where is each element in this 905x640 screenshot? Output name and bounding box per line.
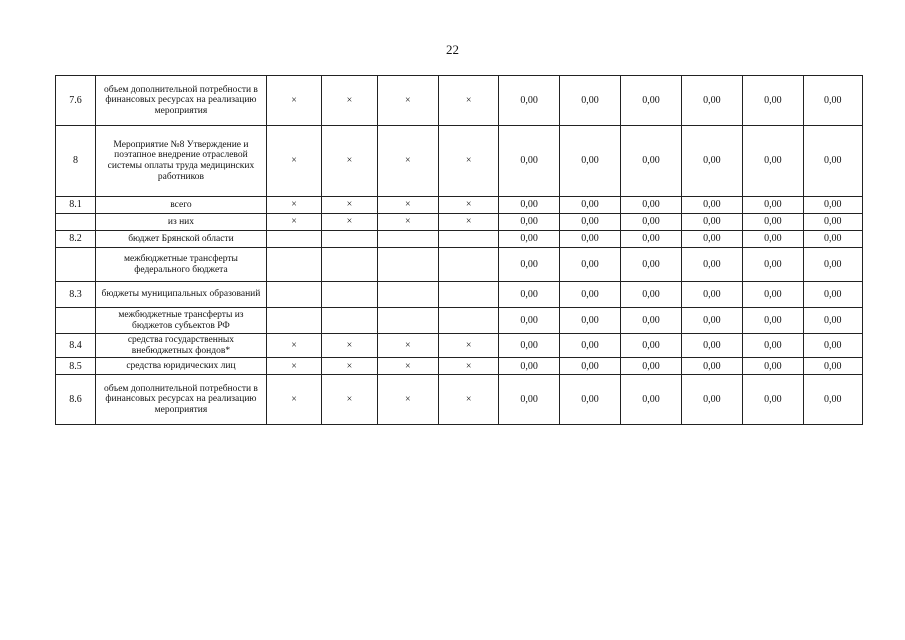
value-cell: 0,00 bbox=[621, 197, 681, 214]
value-cell: 0,00 bbox=[559, 231, 620, 248]
value-cell: 0,00 bbox=[743, 375, 803, 425]
value-cell: 0,00 bbox=[743, 197, 803, 214]
marker-cell: × bbox=[266, 214, 321, 231]
row-number: 8.1 bbox=[56, 197, 96, 214]
value-cell: 0,00 bbox=[559, 197, 620, 214]
table-row bbox=[56, 76, 863, 126]
marker-cell: × bbox=[266, 358, 321, 375]
budget-table bbox=[55, 75, 863, 425]
value-cell: 0,00 bbox=[499, 248, 559, 282]
value-cell: 0,00 bbox=[803, 197, 862, 214]
row-number: 7.6 bbox=[56, 76, 96, 126]
marker-cell bbox=[377, 282, 438, 308]
value-cell: 0,00 bbox=[559, 76, 620, 126]
row-description: средства юридических лиц bbox=[95, 358, 266, 375]
marker-cell: × bbox=[377, 214, 438, 231]
table-row bbox=[56, 197, 863, 214]
marker-cell: × bbox=[377, 358, 438, 375]
marker-cell: × bbox=[438, 197, 498, 214]
marker-cell: × bbox=[322, 76, 377, 126]
value-cell: 0,00 bbox=[621, 76, 681, 126]
value-cell: 0,00 bbox=[681, 214, 742, 231]
marker-cell bbox=[438, 248, 498, 282]
value-cell: 0,00 bbox=[499, 282, 559, 308]
value-cell: 0,00 bbox=[499, 358, 559, 375]
value-cell: 0,00 bbox=[803, 375, 862, 425]
value-cell: 0,00 bbox=[621, 282, 681, 308]
row-number: 8.4 bbox=[56, 334, 96, 358]
value-cell: 0,00 bbox=[621, 358, 681, 375]
table-row bbox=[56, 282, 863, 308]
marker-cell bbox=[266, 231, 321, 248]
value-cell: 0,00 bbox=[803, 308, 862, 334]
marker-cell bbox=[266, 248, 321, 282]
table-row bbox=[56, 358, 863, 375]
value-cell: 0,00 bbox=[621, 334, 681, 358]
marker-cell: × bbox=[322, 126, 377, 197]
page-number: 22 bbox=[446, 42, 459, 57]
marker-cell bbox=[377, 231, 438, 248]
row-description: объем дополнительной потребности в финансовых ресурсах на реализацию мероприятия bbox=[95, 76, 266, 126]
value-cell: 0,00 bbox=[681, 358, 742, 375]
table-row bbox=[56, 308, 863, 334]
row-number: 8.6 bbox=[56, 375, 96, 425]
value-cell: 0,00 bbox=[559, 334, 620, 358]
value-cell: 0,00 bbox=[743, 214, 803, 231]
marker-cell: × bbox=[377, 76, 438, 126]
value-cell: 0,00 bbox=[681, 248, 742, 282]
value-cell: 0,00 bbox=[743, 334, 803, 358]
marker-cell: × bbox=[438, 76, 498, 126]
value-cell: 0,00 bbox=[681, 282, 742, 308]
value-cell: 0,00 bbox=[499, 308, 559, 334]
value-cell: 0,00 bbox=[681, 308, 742, 334]
table-row bbox=[56, 231, 863, 248]
marker-cell: × bbox=[266, 334, 321, 358]
value-cell: 0,00 bbox=[499, 231, 559, 248]
marker-cell bbox=[438, 282, 498, 308]
row-description: межбюджетные трансферты федерального бюджета bbox=[95, 248, 266, 282]
row-number bbox=[56, 308, 96, 334]
value-cell: 0,00 bbox=[743, 76, 803, 126]
value-cell: 0,00 bbox=[681, 126, 742, 197]
marker-cell bbox=[266, 282, 321, 308]
value-cell: 0,00 bbox=[499, 375, 559, 425]
marker-cell: × bbox=[438, 126, 498, 197]
row-description: из них bbox=[95, 214, 266, 231]
table-row bbox=[56, 375, 863, 425]
row-number bbox=[56, 214, 96, 231]
marker-cell bbox=[322, 231, 377, 248]
row-number: 8.3 bbox=[56, 282, 96, 308]
marker-cell bbox=[322, 282, 377, 308]
marker-cell: × bbox=[377, 126, 438, 197]
marker-cell: × bbox=[266, 375, 321, 425]
value-cell: 0,00 bbox=[803, 358, 862, 375]
value-cell: 0,00 bbox=[681, 231, 742, 248]
row-description: всего bbox=[95, 197, 266, 214]
marker-cell: × bbox=[322, 334, 377, 358]
value-cell: 0,00 bbox=[803, 334, 862, 358]
marker-cell: × bbox=[438, 375, 498, 425]
marker-cell bbox=[438, 308, 498, 334]
value-cell: 0,00 bbox=[681, 76, 742, 126]
value-cell: 0,00 bbox=[559, 282, 620, 308]
value-cell: 0,00 bbox=[499, 214, 559, 231]
value-cell: 0,00 bbox=[681, 375, 742, 425]
value-cell: 0,00 bbox=[803, 282, 862, 308]
value-cell: 0,00 bbox=[743, 282, 803, 308]
marker-cell: × bbox=[438, 334, 498, 358]
marker-cell bbox=[322, 308, 377, 334]
row-description: бюджет Брянской области bbox=[95, 231, 266, 248]
marker-cell: × bbox=[377, 197, 438, 214]
value-cell: 0,00 bbox=[621, 214, 681, 231]
value-cell: 0,00 bbox=[559, 214, 620, 231]
marker-cell: × bbox=[377, 334, 438, 358]
marker-cell: × bbox=[322, 197, 377, 214]
table-row bbox=[56, 214, 863, 231]
value-cell: 0,00 bbox=[559, 358, 620, 375]
row-number: 8.5 bbox=[56, 358, 96, 375]
value-cell: 0,00 bbox=[499, 334, 559, 358]
marker-cell bbox=[266, 308, 321, 334]
value-cell: 0,00 bbox=[743, 358, 803, 375]
row-description: средства государственных внебюджетных фондов* bbox=[95, 334, 266, 358]
marker-cell: × bbox=[322, 358, 377, 375]
marker-cell: × bbox=[438, 214, 498, 231]
table-row bbox=[56, 248, 863, 282]
marker-cell: × bbox=[322, 375, 377, 425]
value-cell: 0,00 bbox=[803, 76, 862, 126]
value-cell: 0,00 bbox=[681, 334, 742, 358]
value-cell: 0,00 bbox=[803, 248, 862, 282]
marker-cell: × bbox=[266, 197, 321, 214]
row-number bbox=[56, 248, 96, 282]
value-cell: 0,00 bbox=[499, 126, 559, 197]
value-cell: 0,00 bbox=[559, 248, 620, 282]
marker-cell: × bbox=[266, 76, 321, 126]
value-cell: 0,00 bbox=[621, 248, 681, 282]
value-cell: 0,00 bbox=[621, 308, 681, 334]
value-cell: 0,00 bbox=[621, 126, 681, 197]
row-number: 8 bbox=[56, 126, 96, 197]
value-cell: 0,00 bbox=[743, 231, 803, 248]
value-cell: 0,00 bbox=[499, 76, 559, 126]
value-cell: 0,00 bbox=[681, 197, 742, 214]
value-cell: 0,00 bbox=[803, 126, 862, 197]
marker-cell bbox=[377, 248, 438, 282]
marker-cell: × bbox=[438, 358, 498, 375]
row-description: бюджеты муниципальных образований bbox=[95, 282, 266, 308]
row-number: 8.2 bbox=[56, 231, 96, 248]
row-description: объем дополнительной потребности в финансовых ресурсах на реализацию мероприятия bbox=[95, 375, 266, 425]
row-description: Мероприятие №8 Утверждение и поэтапное внедрение отраслевой системы оплаты труда медицинских работников bbox=[95, 126, 266, 197]
marker-cell: × bbox=[322, 214, 377, 231]
value-cell: 0,00 bbox=[743, 308, 803, 334]
value-cell: 0,00 bbox=[499, 197, 559, 214]
value-cell: 0,00 bbox=[803, 231, 862, 248]
table-row bbox=[56, 334, 863, 358]
marker-cell bbox=[322, 248, 377, 282]
value-cell: 0,00 bbox=[559, 375, 620, 425]
marker-cell: × bbox=[377, 375, 438, 425]
value-cell: 0,00 bbox=[621, 231, 681, 248]
value-cell: 0,00 bbox=[743, 126, 803, 197]
value-cell: 0,00 bbox=[803, 214, 862, 231]
marker-cell bbox=[438, 231, 498, 248]
marker-cell bbox=[377, 308, 438, 334]
marker-cell: × bbox=[266, 126, 321, 197]
value-cell: 0,00 bbox=[559, 126, 620, 197]
value-cell: 0,00 bbox=[743, 248, 803, 282]
table-row bbox=[56, 126, 863, 197]
value-cell: 0,00 bbox=[559, 308, 620, 334]
value-cell: 0,00 bbox=[621, 375, 681, 425]
row-description: межбюджетные трансферты из бюджетов субъектов РФ bbox=[95, 308, 266, 334]
table-body bbox=[56, 76, 863, 425]
